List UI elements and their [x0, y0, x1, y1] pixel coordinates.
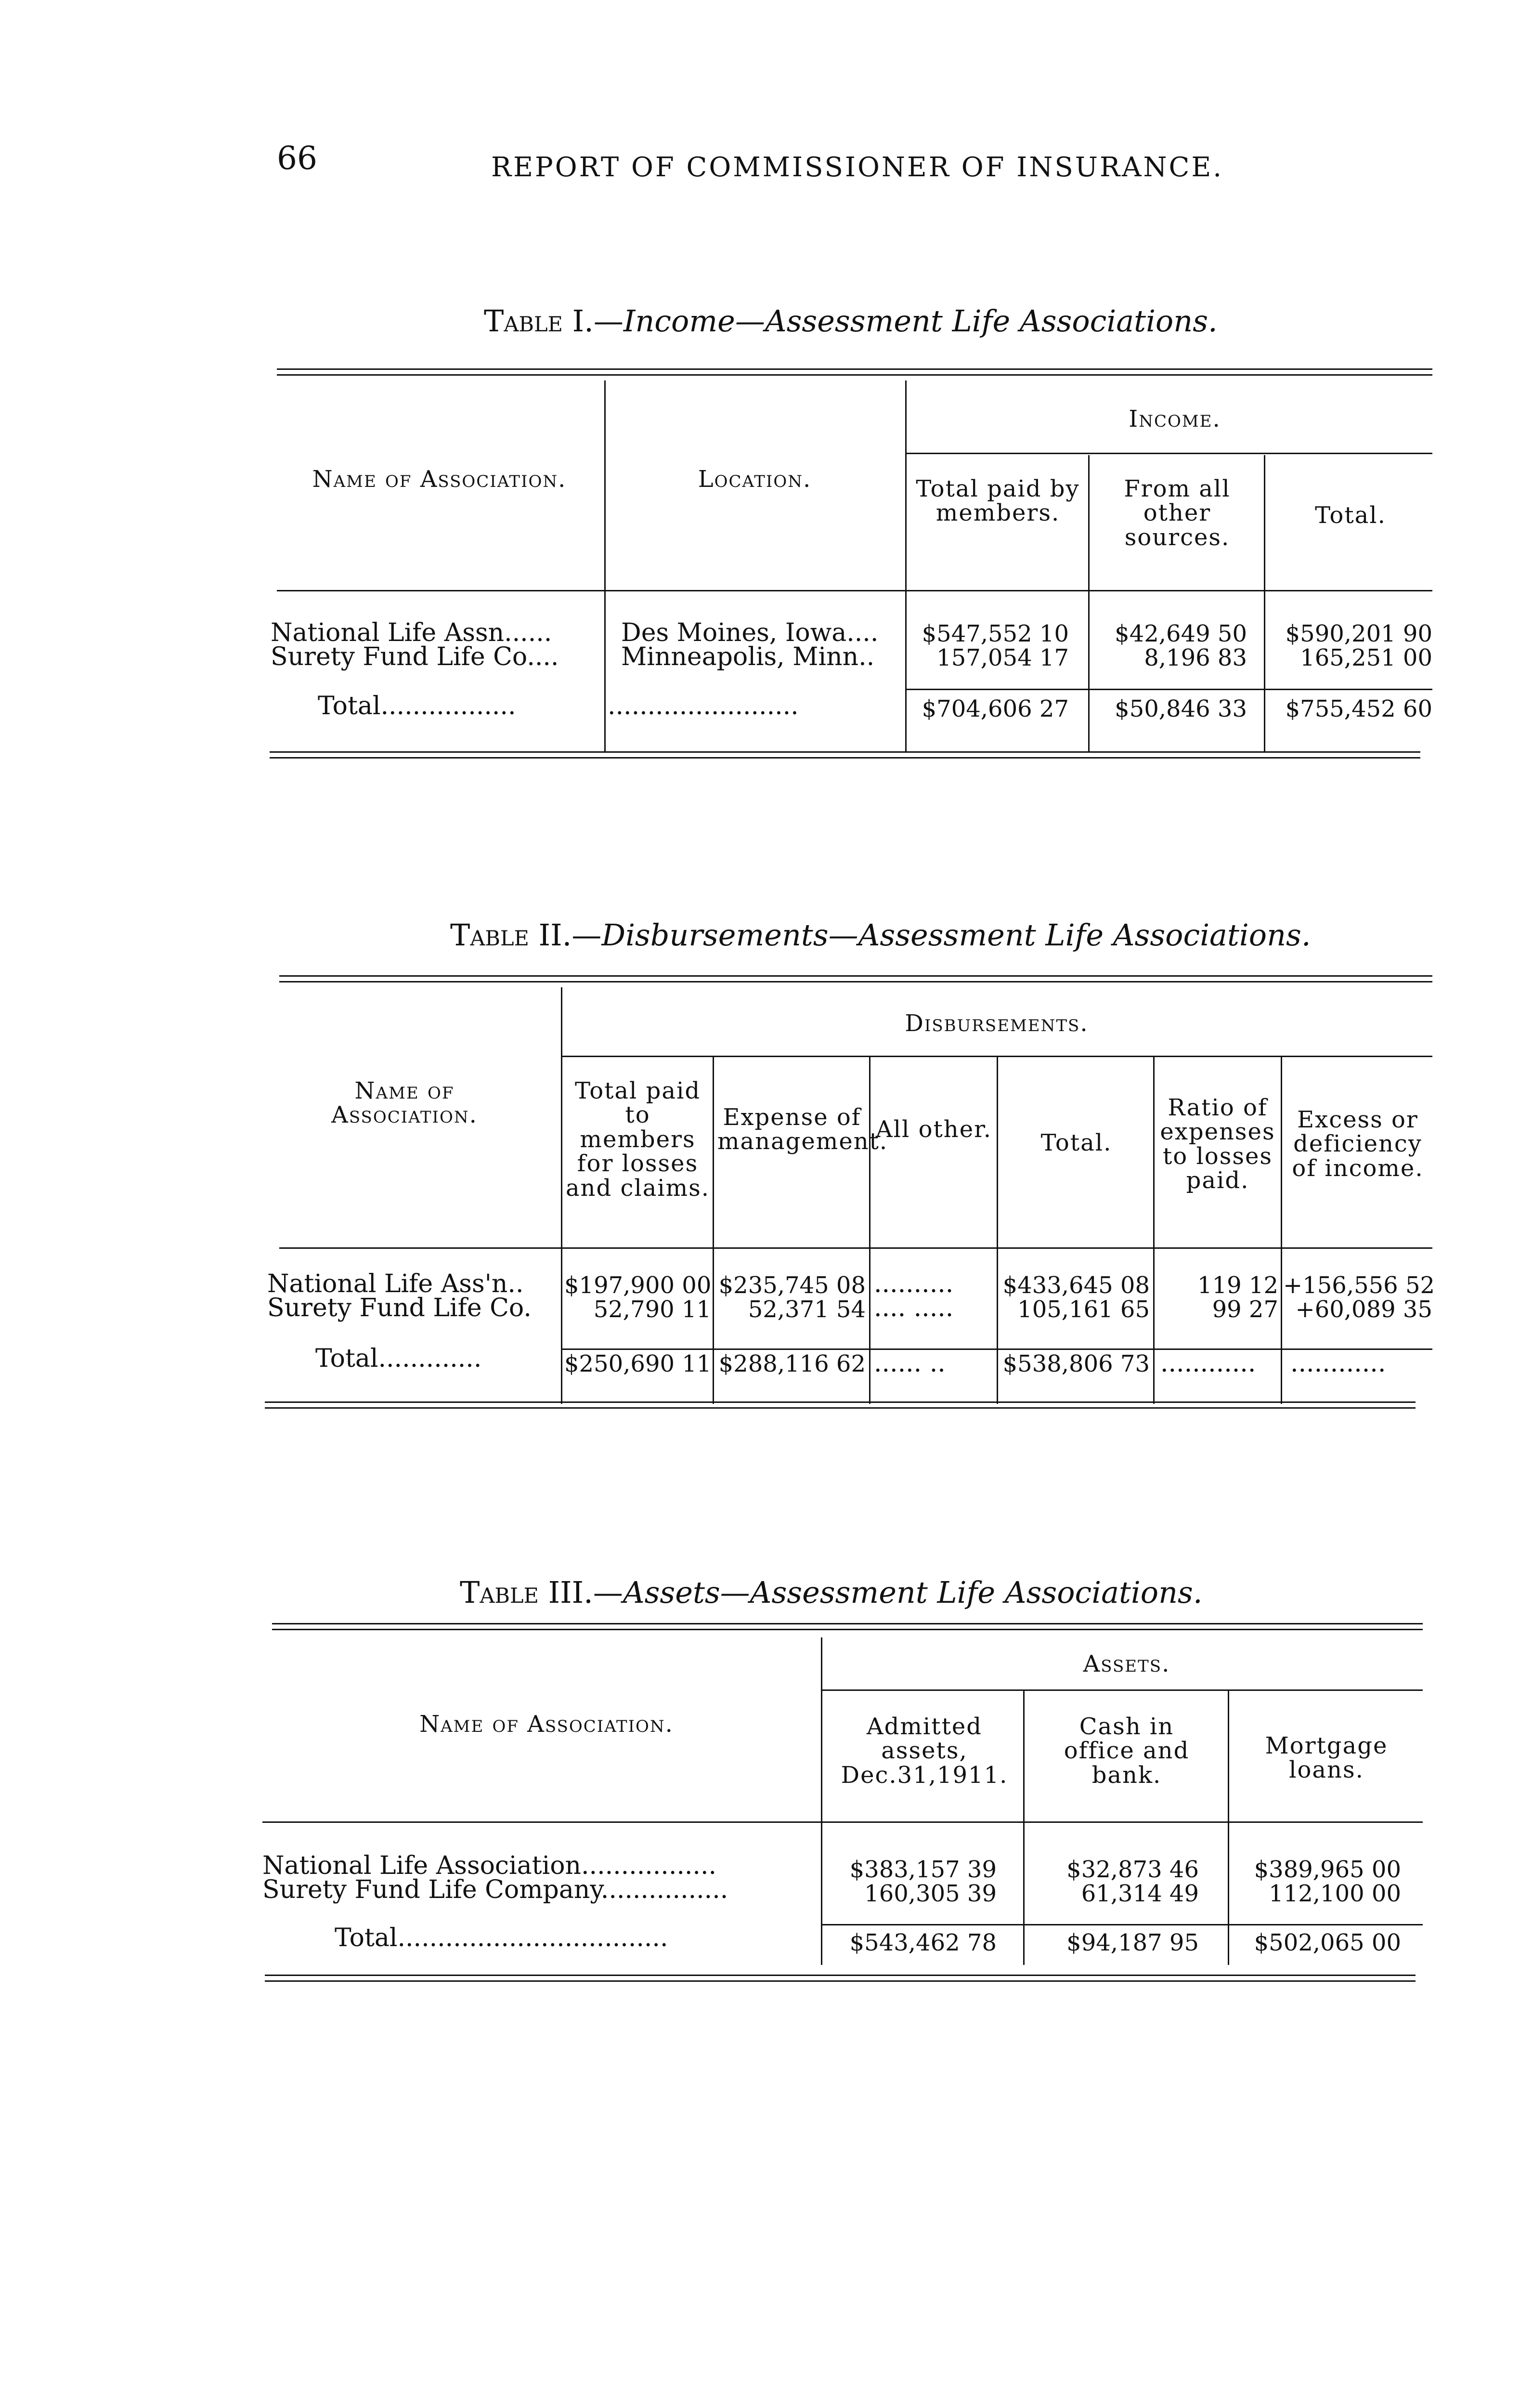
table2-col-divider	[1281, 1057, 1282, 1404]
table3-top-rule	[272, 1623, 1423, 1630]
table1-row2-name: Surety Fund Life Co....	[271, 642, 559, 671]
table2-total-name: Total.............	[315, 1344, 482, 1373]
table2-header-disbursements: Disbursements.	[905, 1010, 1089, 1037]
table1-col-divider	[1264, 455, 1265, 751]
table1-header-income: Income.	[1129, 406, 1221, 432]
table2-row1-name: National Life Ass'n..	[267, 1269, 524, 1298]
running-header: REPORT OF COMMISSIONER OF INSURANCE.	[491, 152, 1224, 183]
table1-caption-prefix: Table I.—	[484, 303, 624, 339]
table1-header-total: Total.	[1315, 502, 1386, 529]
table3-row1-admitted: $383,157 39	[849, 1856, 997, 1883]
table2-total-excess: ............	[1290, 1349, 1386, 1378]
table3-caption-title: Assets—Assessment Life Associations.	[623, 1575, 1203, 1610]
table2-header-all-other: All other.	[875, 1116, 992, 1143]
table1-sum-rule	[905, 689, 1432, 690]
table3-total-name: Total..................................	[335, 1924, 668, 1952]
table3-total-cash: $94,187 95	[1066, 1929, 1199, 1956]
table2-header-expense: Expense of management.	[717, 1104, 888, 1155]
table2-row1-total: $433,645 08	[1002, 1272, 1150, 1299]
table1-top-rule	[277, 368, 1432, 376]
table3-row1-cash: $32,873 46	[1066, 1856, 1199, 1883]
table2-bottom-rule	[265, 1401, 1416, 1409]
table2-top-rule	[279, 975, 1432, 982]
table2-header-total: Total.	[1040, 1129, 1112, 1156]
table1-row1-total: $590,201 90	[1285, 620, 1432, 647]
table2-row1-expense: $235,745 08	[718, 1272, 866, 1299]
table1-header-location: Location.	[698, 466, 812, 493]
table2-col-divider	[561, 987, 562, 1404]
table2-header-name: Name of Association.	[331, 1077, 478, 1129]
table2-total-other: ...... ..	[874, 1349, 946, 1378]
table1-caption-title: Income—Assessment Life Associations.	[623, 303, 1218, 339]
table3-header-name: Name of Association.	[419, 1711, 674, 1738]
table3-caption-prefix: Table III.—	[460, 1575, 623, 1610]
table2-group-rule	[561, 1056, 1432, 1057]
table3-row2-cash: 61,314 49	[1081, 1880, 1199, 1907]
table1-total-paid: $704,606 27	[922, 695, 1069, 722]
table1-row2-paid: 157,054 17	[936, 644, 1069, 671]
table2-row1-ratio: 119 12	[1197, 1272, 1278, 1299]
table3-bottom-rule	[265, 1975, 1416, 1982]
table2-header-paid-losses: Total paid to members for losses and claims.	[565, 1077, 710, 1202]
table2-header-ratio: Ratio of expenses to losses paid.	[1160, 1094, 1275, 1194]
table3-row1-mortgage: $389,965 00	[1254, 1856, 1401, 1883]
table1-bottom-rule	[270, 751, 1420, 759]
table1-total-location: ........................	[608, 692, 799, 720]
table2-caption-prefix: Table II.—	[450, 917, 602, 953]
table2-caption-title: Disbursements—Assessment Life Associations.	[601, 917, 1311, 953]
table2-col-divider	[869, 1057, 870, 1404]
table1-caption	[484, 303, 1218, 339]
table2-row2-expense: 52,371 54	[748, 1296, 866, 1323]
table2-header-rule	[279, 1247, 1432, 1249]
table1-row2-location: Minneapolis, Minn..	[621, 642, 875, 671]
table2-row2-excess: +60,089 35	[1295, 1296, 1432, 1323]
table1-col-divider	[604, 380, 606, 751]
table2-row2-total: 105,161 65	[1017, 1296, 1150, 1323]
table2-header-excess: Excess or deficiency of income.	[1292, 1106, 1424, 1182]
table2-row1-excess: +156,556 52	[1283, 1272, 1435, 1299]
table1-row1-location: Des Moines, Iowa....	[621, 618, 879, 647]
table1-row1-paid: $547,552 10	[922, 620, 1069, 647]
table3-header-cash: Cash in office and bank.	[1064, 1713, 1190, 1789]
table2-col-divider	[713, 1057, 714, 1404]
table2-total-expense: $288,116 62	[718, 1350, 866, 1377]
table3-row1-name: National Life Association.................	[262, 1851, 717, 1880]
table1-total-name: Total.................	[318, 692, 516, 720]
table3-row2-name: Surety Fund Life Company................	[262, 1875, 728, 1904]
table1-header-paid-by-members: Total paid by members.	[916, 475, 1080, 527]
table3-group-rule	[821, 1689, 1423, 1691]
table2-row2-ratio: 99 27	[1212, 1296, 1278, 1323]
table2-row2-paid: 52,790 11	[593, 1296, 711, 1323]
table1-col-divider	[1088, 455, 1090, 751]
table1-total-total: $755,452 60	[1285, 695, 1432, 722]
table2-total-ratio: ............	[1160, 1349, 1256, 1378]
table3-header-assets: Assets.	[1083, 1650, 1170, 1677]
page-number: 66	[277, 140, 317, 177]
table2-total-total: $538,806 73	[1002, 1350, 1150, 1377]
table1-total-other: $50,846 33	[1115, 695, 1247, 722]
table3-row2-admitted: 160,305 39	[864, 1880, 997, 1907]
table3-header-mortgage: Mortgage loans.	[1265, 1732, 1388, 1784]
table3-col-divider	[821, 1637, 822, 1965]
table1-row2-other: 8,196 83	[1144, 644, 1247, 671]
table1-row2-total: 165,251 00	[1300, 644, 1432, 671]
table2-row2-name: Surety Fund Life Co.	[267, 1294, 532, 1322]
table2-row1-paid: $197,900 00	[564, 1272, 712, 1299]
table3-caption	[460, 1575, 1203, 1610]
table1-header-rule	[277, 590, 1432, 591]
table2-total-paid: $250,690 11	[564, 1350, 712, 1377]
table2-col-divider	[997, 1057, 998, 1404]
table2-row1-other: ..........	[874, 1269, 954, 1298]
table2-col-divider	[1153, 1057, 1155, 1404]
table3-sum-rule	[821, 1924, 1423, 1925]
table3-total-mortgage: $502,065 00	[1254, 1929, 1401, 1956]
table1-header-other-sources: From all other sources.	[1124, 475, 1231, 551]
table1-group-rule	[905, 453, 1432, 454]
table2-caption	[450, 917, 1311, 953]
table3-row2-mortgage: 112,100 00	[1269, 1880, 1401, 1907]
table2-row2-other: .... .....	[874, 1294, 954, 1322]
table1-row1-name: National Life Assn......	[271, 618, 552, 647]
table1-header-name: Name of Association.	[312, 466, 567, 493]
table1-col-divider	[905, 380, 907, 751]
table3-header-admitted: Admitted assets, Dec.31,1911.	[841, 1713, 1008, 1789]
table1-row1-other: $42,649 50	[1115, 620, 1247, 647]
table3-header-rule	[262, 1821, 1423, 1823]
table3-total-admitted: $543,462 78	[849, 1929, 997, 1956]
